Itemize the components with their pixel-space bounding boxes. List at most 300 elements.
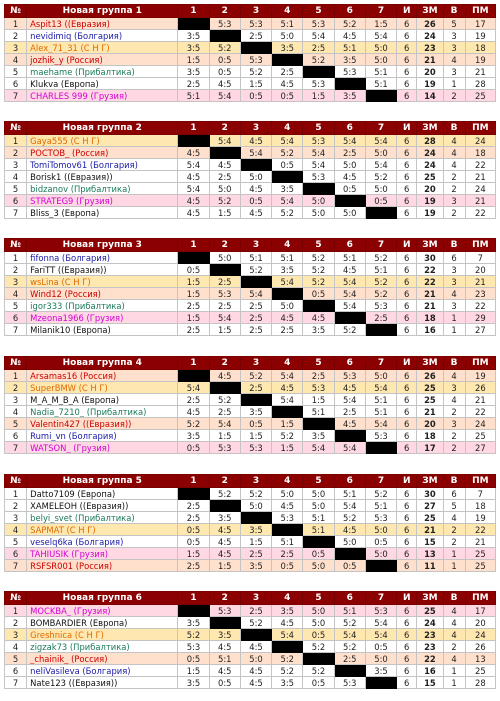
games-cell: 6: [397, 78, 417, 90]
wins-cell: 3: [443, 300, 465, 312]
player-row: [5, 195, 496, 207]
col-header-opponent: 1: [178, 5, 209, 18]
col-header-opponent: 3: [240, 239, 271, 252]
score-cell: 5:3: [303, 382, 334, 394]
score-cell: 5:3: [303, 78, 334, 90]
score-cell: 2:5: [334, 653, 365, 665]
conceded-cell: 21: [465, 195, 495, 207]
player-name: XAMELEOH ((Евразия)): [27, 500, 178, 512]
player-row: [5, 288, 496, 300]
score-cell: 0:5: [272, 159, 303, 171]
score-cell: 1:5: [240, 536, 271, 548]
player-row: [5, 430, 496, 442]
games-cell: 6: [397, 512, 417, 524]
conceded-cell: 18: [465, 500, 495, 512]
group-table-3: [4, 238, 496, 336]
score-cell: 5:4: [178, 183, 209, 195]
score-cell: 2:5: [334, 147, 365, 159]
score-cell: 3:5: [240, 524, 271, 536]
score-cell: 0:5: [365, 536, 396, 548]
group-table-5: [4, 474, 496, 572]
score-cell: 3:5: [334, 54, 365, 66]
score-cell: 1:5: [365, 18, 396, 30]
rank-cell: 6: [5, 78, 27, 90]
conceded-cell: 19: [465, 30, 495, 42]
points-cell: 28: [417, 135, 443, 147]
self-match-cell: [365, 324, 396, 336]
wins-cell: 4: [443, 135, 465, 147]
col-header-opponent: 3: [240, 592, 271, 605]
player-row: [5, 641, 496, 653]
player-row: [5, 382, 496, 394]
score-cell: 5:0: [365, 370, 396, 382]
score-cell: 5:2: [240, 370, 271, 382]
player-name: SAPMAT (С Н Г): [27, 524, 178, 536]
rank-cell: 6: [5, 430, 27, 442]
wins-cell: 1: [443, 312, 465, 324]
player-row: [5, 90, 496, 102]
player-row: [5, 300, 496, 312]
group-title: Новая группа 1: [27, 5, 178, 18]
score-cell: 5:0: [272, 300, 303, 312]
score-cell: 4:5: [303, 312, 334, 324]
score-cell: 3:5: [178, 42, 209, 54]
score-cell: 5:2: [209, 488, 240, 500]
col-header-no: №: [5, 592, 27, 605]
score-cell: 5:4: [303, 159, 334, 171]
col-header-opponent: 1: [178, 122, 209, 135]
score-cell: 5:0: [209, 183, 240, 195]
score-cell: 5:3: [303, 171, 334, 183]
score-cell: 3:5: [178, 677, 209, 689]
group-header-row: [5, 592, 496, 605]
score-cell: 1:5: [178, 54, 209, 66]
score-cell: 5:1: [365, 406, 396, 418]
conceded-cell: 22: [465, 300, 495, 312]
score-cell: 0:5: [178, 442, 209, 454]
col-header-opponent: 2: [209, 592, 240, 605]
score-cell: 1:5: [178, 665, 209, 677]
player-row: [5, 629, 496, 641]
col-header-games: И: [397, 122, 417, 135]
group-title: Новая группа 4: [27, 357, 178, 370]
col-header-opponent: 7: [365, 122, 396, 135]
player-row: [5, 536, 496, 548]
self-match-cell: [178, 135, 209, 147]
score-cell: 5:1: [272, 252, 303, 264]
conceded-cell: 7: [465, 252, 495, 264]
player-row: [5, 605, 496, 617]
score-cell: 4:5: [178, 406, 209, 418]
score-cell: 5:4: [334, 442, 365, 454]
conceded-cell: 21: [465, 394, 495, 406]
player-name: neliVasileva (Болгария): [27, 665, 178, 677]
rank-cell: 3: [5, 394, 27, 406]
score-cell: 5:4: [303, 442, 334, 454]
col-header-opponent: 2: [209, 475, 240, 488]
score-cell: 5:2: [240, 488, 271, 500]
conceded-cell: 19: [465, 512, 495, 524]
conceded-cell: 28: [465, 78, 495, 90]
score-cell: 4:5: [240, 183, 271, 195]
score-cell: 5:3: [209, 288, 240, 300]
points-cell: 18: [417, 312, 443, 324]
games-cell: 6: [397, 252, 417, 264]
col-header-games: И: [397, 475, 417, 488]
conceded-cell: 26: [465, 382, 495, 394]
conceded-cell: 24: [465, 183, 495, 195]
rank-cell: 6: [5, 312, 27, 324]
score-cell: 3:5: [209, 629, 240, 641]
col-header-no: №: [5, 5, 27, 18]
wins-cell: 4: [443, 605, 465, 617]
wins-cell: 2: [443, 183, 465, 195]
score-cell: 5:2: [334, 617, 365, 629]
col-header-opponent: 4: [272, 357, 303, 370]
points-cell: 16: [417, 665, 443, 677]
score-cell: 5:4: [209, 418, 240, 430]
score-cell: 0:5: [178, 264, 209, 276]
points-cell: 26: [417, 18, 443, 30]
score-cell: 3:5: [240, 560, 271, 572]
points-cell: 26: [417, 370, 443, 382]
points-cell: 16: [417, 324, 443, 336]
score-cell: 5:1: [303, 512, 334, 524]
col-header-no: №: [5, 122, 27, 135]
conceded-cell: 20: [465, 617, 495, 629]
games-cell: 6: [397, 641, 417, 653]
rank-cell: 2: [5, 264, 27, 276]
self-match-cell: [209, 147, 240, 159]
conceded-cell: 22: [465, 524, 495, 536]
player-row: [5, 66, 496, 78]
wins-cell: 4: [443, 512, 465, 524]
score-cell: 5:0: [365, 54, 396, 66]
col-header-opponent: 3: [240, 357, 271, 370]
score-cell: 5:4: [272, 276, 303, 288]
player-row: [5, 418, 496, 430]
col-header-opponent: 6: [334, 592, 365, 605]
col-header-conceded: ПМ: [465, 122, 495, 135]
points-cell: 20: [417, 66, 443, 78]
score-cell: 4:5: [209, 78, 240, 90]
conceded-cell: 20: [465, 264, 495, 276]
player-name: Alex_71_31 (С Н Г): [27, 42, 178, 54]
score-cell: 0:5: [178, 536, 209, 548]
player-name: BOMBARDIER (Европа): [27, 617, 178, 629]
player-row: [5, 548, 496, 560]
score-cell: 5:1: [272, 536, 303, 548]
score-cell: 5:2: [365, 171, 396, 183]
score-cell: 5:2: [209, 394, 240, 406]
score-cell: 4:5: [209, 536, 240, 548]
games-cell: 6: [397, 30, 417, 42]
points-cell: 20: [417, 183, 443, 195]
score-cell: 1:5: [178, 276, 209, 288]
rank-cell: 1: [5, 370, 27, 382]
score-cell: 1:5: [303, 90, 334, 102]
player-name: Milanik10 (Европа): [27, 324, 178, 336]
self-match-cell: [334, 430, 365, 442]
games-cell: 6: [397, 617, 417, 629]
rank-cell: 3: [5, 629, 27, 641]
score-cell: 5:2: [272, 665, 303, 677]
score-cell: 0:5: [365, 195, 396, 207]
col-header-opponent: 5: [303, 122, 334, 135]
rank-cell: 7: [5, 324, 27, 336]
wins-cell: 2: [443, 171, 465, 183]
games-cell: 6: [397, 135, 417, 147]
wins-cell: 4: [443, 288, 465, 300]
points-cell: 13: [417, 548, 443, 560]
score-cell: 2:5: [240, 605, 271, 617]
score-cell: 1:5: [209, 430, 240, 442]
conceded-cell: 21: [465, 66, 495, 78]
rank-cell: 5: [5, 536, 27, 548]
games-cell: 6: [397, 430, 417, 442]
wins-cell: 3: [443, 195, 465, 207]
self-match-cell: [240, 629, 271, 641]
group-table-4: [4, 356, 496, 454]
score-cell: 3:5: [240, 406, 271, 418]
score-cell: 5:3: [334, 677, 365, 689]
wins-cell: 4: [443, 394, 465, 406]
wins-cell: 3: [443, 66, 465, 78]
col-header-points: ЗМ: [417, 5, 443, 18]
score-cell: 5:2: [303, 252, 334, 264]
rank-cell: 4: [5, 524, 27, 536]
score-cell: 5:2: [303, 665, 334, 677]
wins-cell: 2: [443, 430, 465, 442]
score-cell: 2:5: [334, 406, 365, 418]
score-cell: 5:2: [365, 252, 396, 264]
col-header-opponent: 7: [365, 592, 396, 605]
score-cell: 5:4: [303, 30, 334, 42]
conceded-cell: 24: [465, 135, 495, 147]
col-header-points: ЗМ: [417, 475, 443, 488]
score-cell: 3:5: [272, 264, 303, 276]
games-cell: 6: [397, 524, 417, 536]
score-cell: 4:5: [334, 382, 365, 394]
games-cell: 6: [397, 665, 417, 677]
player-name: Bliss_3 (Европа): [27, 207, 178, 219]
player-name: Mzeona1966 (Грузия): [27, 312, 178, 324]
self-match-cell: [272, 288, 303, 300]
wins-cell: 4: [443, 54, 465, 66]
self-match-cell: [209, 382, 240, 394]
col-header-opponent: 3: [240, 475, 271, 488]
player-name: Gaya555 (С Н Г): [27, 135, 178, 147]
score-cell: 4:5: [209, 524, 240, 536]
self-match-cell: [365, 677, 396, 689]
group-header-row: [5, 5, 496, 18]
score-cell: 1:5: [178, 548, 209, 560]
wins-cell: 3: [443, 264, 465, 276]
score-cell: 5:2: [303, 54, 334, 66]
player-name: Greshnica (С Н Г): [27, 629, 178, 641]
score-cell: 5:1: [365, 394, 396, 406]
score-cell: 5:4: [334, 288, 365, 300]
group-title: Новая группа 6: [27, 592, 178, 605]
self-match-cell: [272, 524, 303, 536]
score-cell: 3:5: [178, 617, 209, 629]
games-cell: 6: [397, 276, 417, 288]
score-cell: 2:5: [240, 382, 271, 394]
col-header-points: ЗМ: [417, 357, 443, 370]
self-match-cell: [240, 276, 271, 288]
conceded-cell: 22: [465, 207, 495, 219]
self-match-cell: [365, 90, 396, 102]
score-cell: 2:5: [209, 171, 240, 183]
group-table-1: [4, 4, 496, 102]
player-name: Datto7109 (Европа): [27, 488, 178, 500]
player-row: [5, 312, 496, 324]
wins-cell: 1: [443, 548, 465, 560]
games-cell: 6: [397, 677, 417, 689]
score-cell: 1:5: [209, 207, 240, 219]
points-cell: 24: [417, 159, 443, 171]
player-row: [5, 78, 496, 90]
score-cell: 5:0: [334, 536, 365, 548]
score-cell: 5:3: [365, 512, 396, 524]
points-cell: 15: [417, 536, 443, 548]
score-cell: 5:0: [365, 42, 396, 54]
wins-cell: 3: [443, 418, 465, 430]
self-match-cell: [209, 264, 240, 276]
conceded-cell: 22: [465, 159, 495, 171]
score-cell: 5:4: [365, 159, 396, 171]
col-header-opponent: 7: [365, 357, 396, 370]
score-cell: 2:5: [303, 370, 334, 382]
score-cell: 0:5: [272, 90, 303, 102]
score-cell: 2:5: [303, 42, 334, 54]
player-name: Nadia_7210_ (Прибалтика): [27, 406, 178, 418]
games-cell: 6: [397, 394, 417, 406]
score-cell: 5:3: [209, 18, 240, 30]
conceded-cell: 24: [465, 418, 495, 430]
score-cell: 5:4: [334, 394, 365, 406]
player-row: [5, 171, 496, 183]
rank-cell: 1: [5, 135, 27, 147]
score-cell: 4:5: [272, 382, 303, 394]
conceded-cell: 17: [465, 605, 495, 617]
score-cell: 2:5: [178, 324, 209, 336]
wins-cell: 5: [443, 18, 465, 30]
score-cell: 3:5: [178, 30, 209, 42]
score-cell: 2:5: [178, 78, 209, 90]
score-cell: 5:0: [240, 500, 271, 512]
conceded-cell: 19: [465, 54, 495, 66]
col-header-opponent: 3: [240, 122, 271, 135]
points-cell: 14: [417, 90, 443, 102]
score-cell: 5:1: [209, 653, 240, 665]
score-cell: 2:5: [178, 300, 209, 312]
col-header-no: №: [5, 239, 27, 252]
col-header-opponent: 5: [303, 239, 334, 252]
score-cell: 5:1: [334, 605, 365, 617]
score-cell: 0:5: [209, 677, 240, 689]
player-name: MOCKBA_ (Грузия): [27, 605, 178, 617]
rank-cell: 7: [5, 442, 27, 454]
score-cell: 1:5: [178, 288, 209, 300]
self-match-cell: [303, 66, 334, 78]
rank-cell: 2: [5, 147, 27, 159]
rank-cell: 2: [5, 30, 27, 42]
col-header-opponent: 2: [209, 357, 240, 370]
group-title: Новая группа 5: [27, 475, 178, 488]
rank-cell: 7: [5, 677, 27, 689]
score-cell: 2:5: [240, 324, 271, 336]
col-header-no: №: [5, 357, 27, 370]
col-header-opponent: 4: [272, 475, 303, 488]
col-header-opponent: 6: [334, 475, 365, 488]
player-row: [5, 30, 496, 42]
score-cell: 4:5: [178, 195, 209, 207]
score-cell: 2:5: [272, 548, 303, 560]
player-name: jozhik_y (Россия): [27, 54, 178, 66]
rank-cell: 4: [5, 406, 27, 418]
rank-cell: 4: [5, 641, 27, 653]
player-row: [5, 617, 496, 629]
col-header-opponent: 4: [272, 592, 303, 605]
score-cell: 5:2: [272, 430, 303, 442]
score-cell: 5:2: [209, 195, 240, 207]
score-cell: 5:0: [365, 524, 396, 536]
player-row: [5, 406, 496, 418]
points-cell: 19: [417, 78, 443, 90]
conceded-cell: 25: [465, 90, 495, 102]
wins-cell: 3: [443, 42, 465, 54]
games-cell: 6: [397, 90, 417, 102]
games-cell: 6: [397, 418, 417, 430]
col-header-points: ЗМ: [417, 122, 443, 135]
col-header-games: И: [397, 239, 417, 252]
conceded-cell: 24: [465, 629, 495, 641]
self-match-cell: [209, 500, 240, 512]
rank-cell: 2: [5, 617, 27, 629]
group-table-2: [4, 121, 496, 219]
games-cell: 6: [397, 264, 417, 276]
wins-cell: 4: [443, 147, 465, 159]
rank-cell: 7: [5, 560, 27, 572]
self-match-cell: [178, 370, 209, 382]
score-cell: 4:5: [240, 135, 271, 147]
games-cell: 6: [397, 312, 417, 324]
score-cell: 2:5: [178, 512, 209, 524]
conceded-cell: 21: [465, 276, 495, 288]
score-cell: 5:4: [334, 276, 365, 288]
wins-cell: 3: [443, 276, 465, 288]
conceded-cell: 27: [465, 442, 495, 454]
score-cell: 4:5: [334, 418, 365, 430]
games-cell: 6: [397, 18, 417, 30]
score-cell: 5:3: [365, 605, 396, 617]
score-cell: 3:5: [178, 430, 209, 442]
group-title: Новая группа 3: [27, 239, 178, 252]
score-cell: 5:1: [240, 252, 271, 264]
self-match-cell: [178, 605, 209, 617]
player-row: [5, 264, 496, 276]
score-cell: 5:4: [272, 135, 303, 147]
player-name: Arsamas16 (Россия): [27, 370, 178, 382]
player-row: [5, 159, 496, 171]
score-cell: 5:2: [334, 641, 365, 653]
wins-cell: 3: [443, 30, 465, 42]
rank-cell: 5: [5, 183, 27, 195]
col-header-opponent: 3: [240, 5, 271, 18]
rank-cell: 5: [5, 300, 27, 312]
self-match-cell: [334, 312, 365, 324]
